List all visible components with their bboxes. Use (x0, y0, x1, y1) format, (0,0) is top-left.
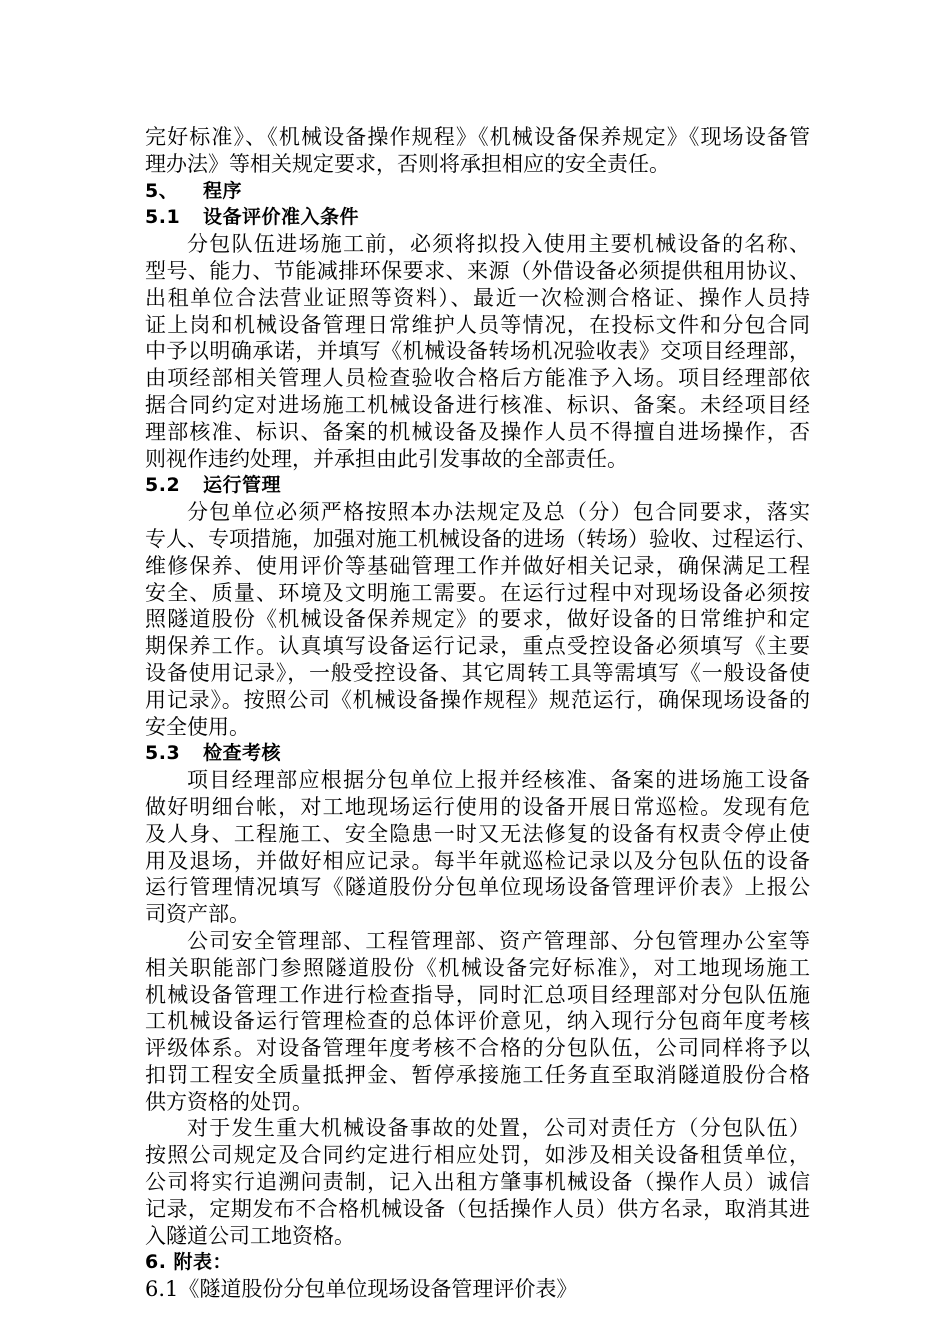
s51-line-7: 据合同约定对进场施工机械设备进行核准、标识、备案。未经项目经 (145, 392, 810, 417)
s51-line-9: 则视作违约处理，并承担由此引发事故的全部责任。 (145, 446, 628, 471)
section-5-1-title: 设备评价准入条件 (203, 206, 360, 229)
document-page (145, 124, 817, 1303)
s53-p3-line-5: 入隧道公司工地资格。 (145, 1223, 355, 1248)
section-5-3-heading (145, 740, 810, 767)
s52-line-8: 用记录》。按照公司《机械设备操作规程》规范运行，确保现场设备的 (145, 687, 810, 712)
intro-line-1: 完好标准》、《机械设备操作规程》《机械设备保养规定》《现场设备管 (145, 125, 810, 149)
s53-p2-line-7: 供方资格的处罚。 (145, 1089, 313, 1114)
s53-p3-line-1: 对于发生重大机械设备事故的处置，公司对责任方（分包队伍） (187, 1116, 810, 1141)
s51-line-6: 由项经部相关管理人员检查验收合格后方能准予入场。项目经理部依 (145, 366, 810, 391)
section-5-title: 程序 (203, 179, 243, 202)
section-5-2-title: 运行管理 (203, 474, 282, 497)
section-5-number: 5、 (145, 179, 179, 202)
s53-p2-line-2: 相关职能部门参照隧道股份《机械设备完好标准》，对工地现场施工 (145, 955, 810, 980)
section-5-2-heading (145, 472, 810, 499)
s53-p2-line-3: 机械设备管理工作进行检查指导，同时汇总项目经理部对分包队伍施 (145, 982, 810, 1007)
s52-line-1: 分包单位必须严格按照本办法规定及总（分）包合同要求，落实 (187, 500, 810, 525)
s53-p1-line-1: 项目经理部应根据分包单位上报并经核准、备案的进场施工设备 (187, 768, 810, 793)
s53-p2-line-4: 工机械设备运行管理检查的总体评价意见，纳入现行分包商年度考核 (145, 1009, 810, 1034)
s52-line-9: 安全使用。 (145, 714, 250, 739)
intro-line-2: 理办法》等相关规定要求，否则将承担相应的安全责任。 (145, 151, 670, 176)
s53-p1-line-2: 做好明细台帐，对工地现场运行使用的设备开展日常巡检。发现有危 (145, 794, 810, 819)
section-5-3-title: 检查考核 (203, 742, 282, 765)
s52-line-4: 安全、质量、环境及文明施工需要。在运行过程中对现场设备必须按 (145, 580, 810, 605)
s51-line-4: 证上岗和机械设备管理日常维护人员等情况，在投标文件和分包合同 (145, 312, 810, 337)
s51-line-1: 分包队伍进场施工前，必须将拟投入使用主要机械设备的名称、 (187, 232, 810, 257)
s53-p3-line-2: 按照公司规定及合同约定进行相应处罚，如涉及相关设备租赁单位， (145, 1143, 810, 1168)
s52-line-3: 维修保养、使用评价等基础管理工作并做好相关记录，确保满足工程 (145, 553, 810, 578)
s52-line-5: 照隧道股份《机械设备保养规定》的要求，做好设备的日常维护和定 (145, 607, 810, 632)
s53-p3-line-3: 公司将实行追溯问责制，记入出租方肇事机械设备（操作人员）诚信 (145, 1170, 810, 1195)
s53-p1-line-6: 司资产部。 (145, 902, 250, 927)
s53-p1-line-3: 及人身、工程施工、安全隐患一时又无法修复的设备有权责令停止使 (145, 821, 810, 846)
s53-p1-line-4: 用及退场，并做好相应记录。每半年就巡检记录以及分包队伍的设备 (145, 848, 810, 873)
s51-line-3: 出租单位合法营业证照等资料）、最近一次检测合格证、操作人员持 (145, 285, 810, 310)
s53-p1-line-5: 运行管理情况填写《隧道股份分包单位现场设备管理评价表》上报公 (145, 875, 810, 900)
s51-line-5: 中予以明确承诺，并填写《机械设备转场机况验收表》交项目经理部， (145, 339, 810, 364)
s52-line-6: 期保养工作。认真填写设备运行记录，重点受控设备必须填写《主要 (145, 634, 810, 659)
section-5-2-number: 5.2 (145, 474, 181, 497)
s53-p3-line-4: 记录，定期发布不合格机械设备（包括操作人员）供方名录，取消其进 (145, 1196, 810, 1221)
s53-p2-line-6: 扣罚工程安全质量抵押金、暂停承接施工任务直至取消隧道股份合格 (145, 1062, 810, 1087)
section-5-heading (145, 178, 810, 205)
section-6-heading: 6. 附表： (145, 1251, 233, 1274)
section-5-1-heading (145, 204, 810, 231)
section-5-3-number: 5.3 (145, 742, 181, 765)
s52-line-2: 专人、专项措施，加强对施工机械设备的进场（转场）验收、过程运行、 (145, 526, 817, 551)
s51-line-2: 型号、能力、节能减排环保要求、来源（外借设备必须提供租用协议、 (145, 258, 810, 283)
s52-line-7: 设备使用记录》，一般受控设备、其它周转工具等需填写《一般设备使 (145, 660, 810, 685)
appendix-item-6-1: 6.1《隧道股份分包单位现场设备管理评价表》 (145, 1277, 578, 1302)
s53-p2-line-1: 公司安全管理部、工程管理部、资产管理部、分包管理办公室等 (187, 928, 810, 953)
s51-line-8: 理部核准、标识、备案的机械设备及操作人员不得擅自进场操作，否 (145, 419, 810, 444)
section-5-1-number: 5.1 (145, 206, 181, 229)
s53-p2-line-5: 评级体系。对设备管理年度考核不合格的分包队伍，公司同样将予以 (145, 1036, 810, 1061)
